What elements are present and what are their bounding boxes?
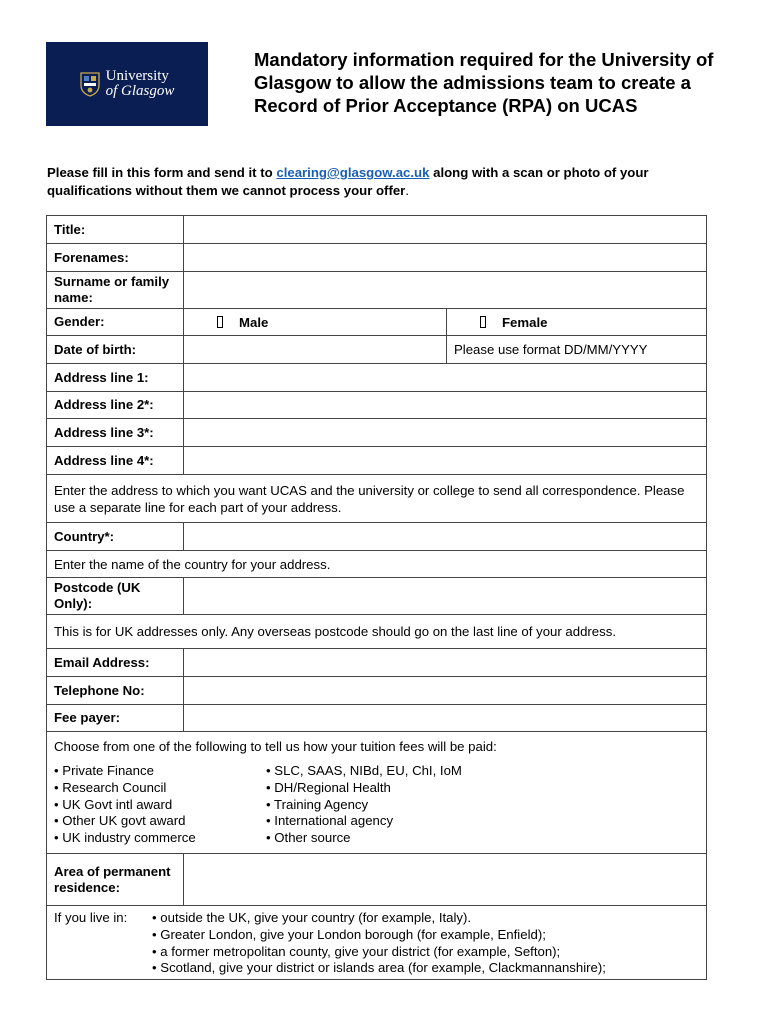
fee-option: • Research Council: [54, 779, 167, 795]
fee-payer-input[interactable]: [184, 705, 707, 732]
postcode-info: This is for UK addresses only. Any overseas postcode should go on the last line of your address.: [47, 615, 707, 649]
email-label: Email Address:: [47, 649, 184, 677]
postcode-input[interactable]: [184, 578, 707, 615]
intro-after: along with a scan or photo of your qualifications without them we cannot process your offer: [47, 165, 649, 198]
dob-row: [47, 336, 707, 364]
gender-male-option[interactable]: [184, 309, 447, 336]
residence-options: [152, 910, 606, 977]
surname-row: [47, 272, 707, 309]
postcode-label: Postcode (UK Only):: [47, 578, 184, 615]
forenames-row: [47, 244, 707, 272]
residence-info: [47, 906, 707, 980]
address-4-row: [47, 447, 707, 475]
postcode-row: [47, 578, 707, 615]
email-row: [47, 649, 707, 677]
forenames-input[interactable]: [184, 244, 707, 272]
postcode-info-row: [47, 615, 707, 649]
intro-text: [47, 164, 737, 200]
address-3-row: [47, 419, 707, 447]
fee-info-text: Choose from one of the following to tell us how your tuition fees will be paid:: [54, 739, 497, 754]
surname-input[interactable]: [184, 272, 707, 309]
phone-row: [47, 677, 707, 705]
address-3-input[interactable]: [184, 419, 707, 447]
title-input[interactable]: [184, 216, 707, 244]
area-input[interactable]: [184, 854, 707, 906]
country-info-row: [47, 551, 707, 578]
dob-input[interactable]: [184, 336, 447, 364]
residence-info-row: [47, 906, 707, 980]
male-label: Male: [239, 314, 269, 330]
university-logo: [46, 42, 208, 126]
forenames-label: Forenames:: [47, 244, 184, 272]
gender-row: [47, 309, 707, 336]
male-checkbox-icon[interactable]: [217, 316, 223, 328]
address-1-input[interactable]: [184, 364, 707, 392]
fee-payer-label: Fee payer:: [47, 705, 184, 732]
phone-label: Telephone No:: [47, 677, 184, 705]
country-input[interactable]: [184, 523, 707, 551]
fee-payer-row: [47, 705, 707, 732]
fee-option: • International agency: [266, 813, 394, 829]
area-label: Area of permanent residence:: [47, 854, 184, 906]
email-input[interactable]: [184, 649, 707, 677]
fee-option: • Other source: [266, 830, 351, 846]
dob-hint: Please use format DD/MM/YYYY: [447, 336, 707, 364]
live-in-label: If you live in:: [54, 910, 128, 925]
fee-option: • DH/Regional Health: [266, 779, 391, 795]
fee-option: • UK industry commerce: [54, 830, 196, 846]
address-4-input[interactable]: [184, 447, 707, 475]
address-1-row: [47, 364, 707, 392]
fee-info: [47, 732, 707, 854]
female-label: Female: [502, 314, 548, 330]
female-checkbox-icon[interactable]: [480, 316, 486, 328]
address-info-row: [47, 475, 707, 523]
title-row: [47, 216, 707, 244]
phone-input[interactable]: [184, 677, 707, 705]
fee-option: • SLC, SAAS, NIBd, EU, ChI, IoM: [266, 763, 462, 778]
gender-label: Gender:: [47, 309, 184, 336]
gender-female-option[interactable]: [447, 309, 707, 336]
country-row: [47, 523, 707, 551]
fee-options-col-2: [266, 763, 462, 847]
address-1-label: Address line 1:: [47, 364, 184, 392]
title-label: Title:: [47, 216, 184, 244]
page-title: Mandatory information required for the University of Glasgow to allow the admissions team to create a Record of Prior Acceptance (RPA) on UCAS: [254, 49, 714, 116]
address-2-input[interactable]: [184, 392, 707, 419]
address-info: Enter the address to which you want UCAS and the university or college to send all correspondence. Please use a separate line for each part of your address.: [47, 475, 707, 523]
dob-label: Date of birth:: [47, 336, 184, 364]
area-row: [47, 854, 707, 906]
fee-option: • UK Govt intl award: [54, 796, 173, 812]
residence-option: • a former metropolitan county, give your district (for example, Sefton);: [152, 943, 561, 959]
residence-option: • Scotland, give your district or islands area (for example, Clackmannanshire);: [152, 960, 606, 976]
residence-option: • outside the UK, give your country (for example, Italy).: [152, 910, 472, 925]
intro-before: Please fill in this form and send it to: [47, 165, 277, 180]
address-2-row: [47, 392, 707, 419]
residence-option: • Greater London, give your London borough (for example, Enfield);: [152, 926, 546, 942]
country-label: Country*:: [47, 523, 184, 551]
fee-info-row: [47, 732, 707, 854]
fee-option: • Private Finance: [54, 763, 154, 778]
address-4-label: Address line 4*:: [47, 447, 184, 475]
fee-options-col-1: [54, 763, 266, 847]
fee-option: • Other UK govt award: [54, 813, 186, 829]
application-form-table: [46, 215, 707, 980]
fee-option: • Training Agency: [266, 796, 369, 812]
logo-line-2: of Glasgow: [105, 83, 175, 99]
crest-icon: [80, 71, 100, 97]
surname-label: Surname or family name:: [47, 272, 184, 309]
email-link[interactable]: clearing@glasgow.ac.uk: [276, 165, 430, 180]
country-info: Enter the name of the country for your address.: [47, 551, 707, 578]
address-2-label: Address line 2*:: [47, 392, 184, 419]
address-3-label: Address line 3*:: [47, 419, 184, 447]
logo-line-1: University: [105, 68, 169, 84]
intro-end: .: [405, 183, 409, 198]
